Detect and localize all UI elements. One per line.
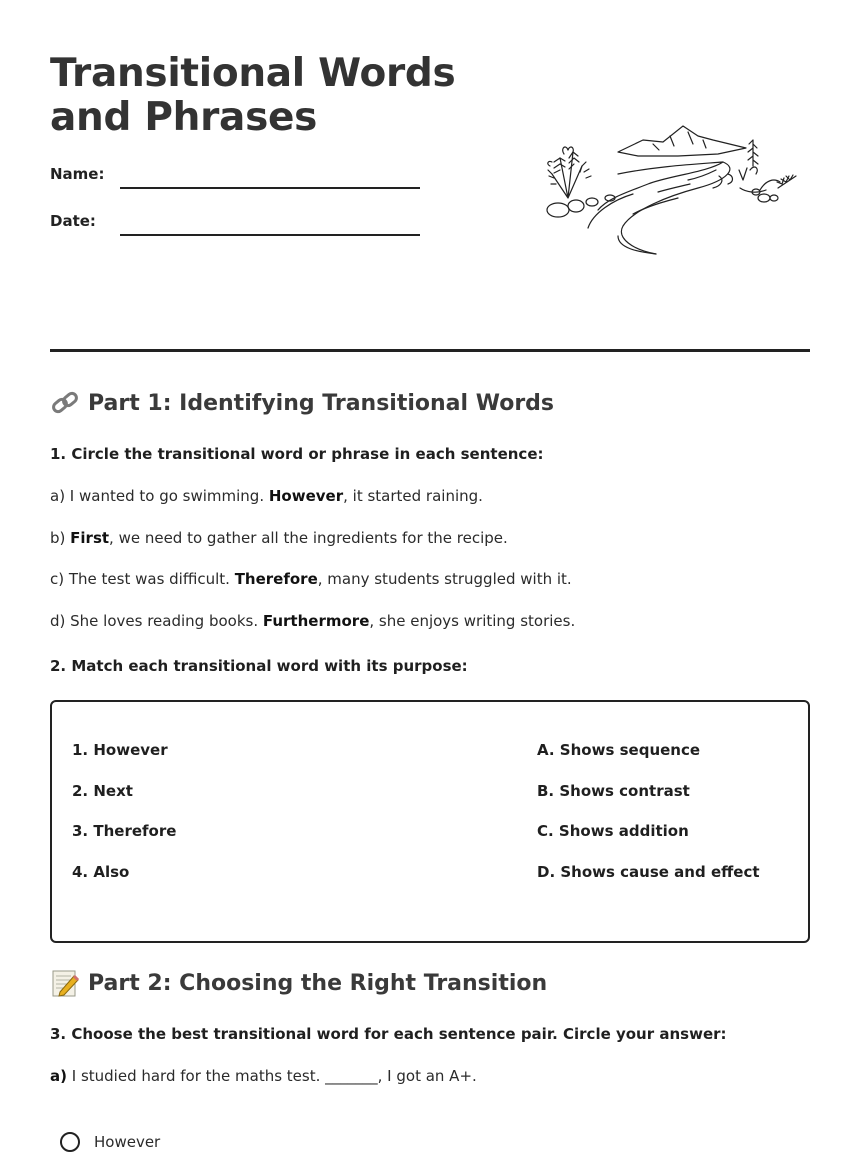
link-icon	[50, 388, 80, 418]
sentence-c-transition[interactable]: Therefore	[234, 570, 318, 588]
radio-circle[interactable]	[60, 1132, 80, 1152]
sentence-a	[50, 487, 483, 505]
sentence-c-suffix: , many students struggled with it.	[317, 570, 572, 588]
match-left-item[interactable]: 2. Next	[72, 782, 133, 800]
match-right-item[interactable]: A. Shows sequence	[537, 741, 701, 759]
sentence-b-suffix: , we need to gather all the ingredients for the recipe.	[109, 529, 508, 547]
sentence-a-suffix: , it started raining.	[343, 487, 483, 505]
sentence-c-prefix: c) The test was difficult.	[50, 570, 235, 588]
worksheet-title: Transitional Words and Phrases	[50, 51, 456, 140]
sentence-c	[50, 570, 572, 588]
match-left-item[interactable]: 1. However	[72, 741, 168, 759]
sentence-pair-a	[50, 1067, 477, 1085]
question-3: 3. Choose the best transitional word for each sentence pair. Circle your answer:	[50, 1025, 727, 1043]
name-field-line[interactable]	[120, 187, 420, 189]
match-right-item[interactable]: D. Shows cause and effect	[537, 863, 760, 881]
sentence-pair-a-label: a)	[50, 1067, 67, 1085]
river-landscape-illustration	[538, 118, 804, 260]
part2-heading-text: Part 2: Choosing the Right Transition	[88, 970, 548, 996]
name-label: Name:	[50, 165, 105, 183]
matching-box	[50, 700, 810, 943]
sentence-pair-a-text: I studied hard for the maths test. _______, I got an A+.	[66, 1067, 477, 1085]
memo-icon	[50, 968, 80, 998]
sentence-d-prefix: d) She loves reading books.	[50, 612, 263, 630]
sentence-d-transition[interactable]: Furthermore	[262, 612, 370, 630]
section-divider	[50, 349, 810, 352]
option-however[interactable]	[60, 1132, 160, 1152]
sentence-d	[50, 612, 575, 630]
match-left-item[interactable]: 4. Also	[72, 863, 130, 881]
date-field-line[interactable]	[120, 234, 420, 236]
option-label: However	[94, 1133, 161, 1151]
part2-heading	[50, 968, 547, 998]
question-2: 2. Match each transitional word with its purpose:	[50, 657, 468, 675]
match-right-item[interactable]: B. Shows contrast	[537, 782, 690, 800]
sentence-a-transition[interactable]: However	[268, 487, 344, 505]
part1-heading-text: Part 1: Identifying Transitional Words	[88, 390, 555, 416]
match-right-item[interactable]: C. Shows addition	[537, 822, 689, 840]
sentence-b-prefix: b)	[50, 529, 71, 547]
sentence-b	[50, 529, 508, 547]
question-1: 1. Circle the transitional word or phrase in each sentence:	[50, 445, 544, 463]
sentence-a-prefix: a) I wanted to go swimming.	[50, 487, 269, 505]
sentence-b-transition[interactable]: First	[70, 529, 110, 547]
part1-heading	[50, 388, 554, 418]
match-left-item[interactable]: 3. Therefore	[72, 822, 177, 840]
sentence-d-suffix: , she enjoys writing stories.	[369, 612, 576, 630]
date-label: Date:	[50, 212, 96, 230]
